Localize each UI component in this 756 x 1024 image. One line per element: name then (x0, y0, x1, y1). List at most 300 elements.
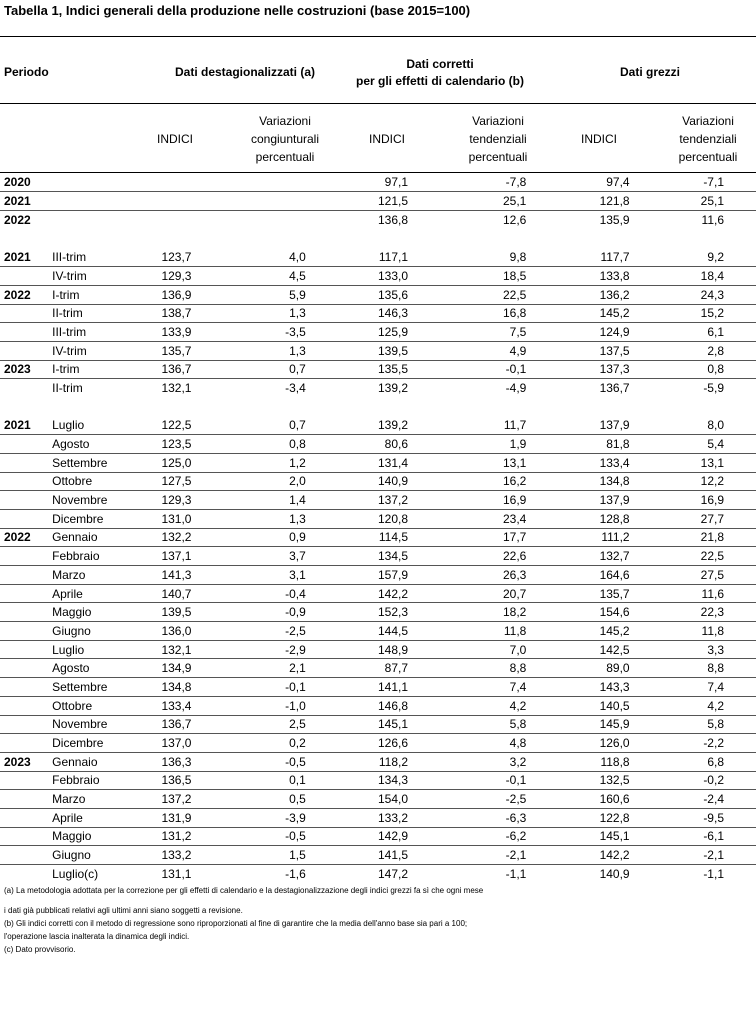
cell-destag-indice: 138,7 (132, 304, 191, 323)
cell-destag-var-cong: 1,3 (191, 304, 307, 323)
cell-corretti-indice: 139,5 (308, 341, 408, 360)
cell-destag-indice: 134,8 (132, 678, 191, 697)
cell-destag-indice: 123,7 (161, 250, 192, 265)
cell-corretti-var-tend: 4,2 (408, 696, 526, 715)
cell-corretti-indice: 135,6 (308, 285, 408, 304)
note-a: (a) La metodologia adottata per la correzione per gli effetti di calendario e la destagionalizzazione degli indici grezzi fa sì che ogni mese (4, 886, 484, 895)
cell-corretti-indice: 133,0 (308, 267, 408, 286)
cell-destag-indice: 122,5 (161, 418, 192, 433)
cell-period: Aprile (52, 808, 132, 827)
cell-grezzi-indice: 137,5 (526, 341, 629, 360)
cell-destag-var-cong: 0,5 (191, 790, 307, 809)
monthly-table (0, 416, 756, 883)
cell-corretti-indice: 137,2 (308, 491, 408, 510)
cell-destag-indice: 137,1 (132, 547, 191, 566)
cell-corretti-indice: 117,1 (378, 250, 409, 265)
cell-destag-var-cong: -2,5 (191, 622, 307, 641)
cell-year: 2023 (0, 360, 52, 379)
cell-corretti-indice: 152,3 (308, 603, 408, 622)
cell-destag-var-cong: 0,7 (289, 418, 306, 433)
cell-period: Maggio (52, 827, 132, 846)
table-row (0, 659, 756, 678)
cell-corretti-var-tend: 18,2 (408, 603, 526, 622)
cell-corretti-var-tend: 18,5 (408, 267, 526, 286)
note-b-cont: l'operazione lascia inalterata la dinamica degli indici. (4, 932, 190, 941)
cell-grezzi-indice: 133,8 (526, 267, 629, 286)
cell-destag-var-cong: 1,3 (191, 341, 307, 360)
cell-period: III-trim (52, 250, 87, 265)
cell-destag-var-cong: 1,5 (191, 846, 307, 865)
cell-destag-indice: 133,4 (132, 696, 191, 715)
cell-corretti-var-tend: 16,9 (408, 491, 526, 510)
table-row (0, 509, 756, 528)
cell-grezzi-var-tend: 13,1 (630, 453, 756, 472)
cell-corretti-indice: 120,8 (308, 509, 408, 528)
cell-destag-var-cong: 1,4 (191, 491, 307, 510)
cell-period: Febbraio (52, 547, 132, 566)
cell-grezzi-var-tend: -2,4 (630, 790, 756, 809)
cell-grezzi-indice: 81,8 (526, 435, 629, 454)
cell-period: Luglio(c) (52, 865, 132, 884)
cell-period: II-trim (52, 379, 132, 398)
cell-grezzi-var-tend: 11,6 (630, 210, 756, 229)
cell-year (0, 659, 52, 678)
cell-year (0, 491, 52, 510)
cell-destag-var-cong: 0,8 (191, 435, 307, 454)
table-row (0, 865, 756, 884)
cell-destag-var-cong: 4,0 (289, 250, 306, 265)
cell-grezzi-var-tend: -2,2 (630, 734, 756, 753)
cell-grezzi-var-tend: 18,4 (630, 267, 756, 286)
subheader-var-tend-1-l3: percentuali (468, 150, 528, 164)
cell-destag-indice: 131,9 (132, 808, 191, 827)
cell-grezzi-indice: 140,5 (526, 696, 629, 715)
cell-destag-var-cong: 2,1 (191, 659, 307, 678)
cell-grezzi-var-tend: 24,3 (630, 285, 756, 304)
cell-year: 2022 (0, 528, 52, 547)
subheader-var-tend-2 (660, 112, 756, 166)
cell-period: Aprile (52, 584, 132, 603)
cell-destag-var-cong: 5,9 (191, 285, 307, 304)
cell-corretti-var-tend: 3,2 (408, 752, 526, 771)
cell-period (52, 192, 132, 211)
cell-destag-indice: 135,7 (132, 341, 191, 360)
cell-destag-indice: 133,9 (132, 323, 191, 342)
cell-destag-indice: 123,5 (132, 435, 191, 454)
cell-grezzi-indice: 142,2 (526, 846, 629, 865)
cell-period: Marzo (52, 566, 132, 585)
cell-corretti-indice: 141,5 (308, 846, 408, 865)
cell-year (0, 678, 52, 697)
cell-year: 2022 (0, 210, 52, 229)
cell-grezzi-indice: 128,8 (526, 509, 629, 528)
cell-year (0, 734, 52, 753)
cell-period: Giugno (52, 622, 132, 641)
cell-year (0, 472, 52, 491)
table-row (0, 752, 756, 771)
cell-destag-indice: 141,3 (132, 566, 191, 585)
cell-grezzi-indice: 135,9 (526, 210, 629, 229)
table-row (0, 640, 756, 659)
cell-grezzi-indice: 134,8 (526, 472, 629, 491)
cell-destag-indice: 132,1 (132, 640, 191, 659)
cell-corretti-var-tend: 5,8 (408, 715, 526, 734)
cell-corretti-indice: 144,5 (308, 622, 408, 641)
cell-corretti-indice: 139,2 (308, 379, 408, 398)
cell-period: Novembre (52, 715, 132, 734)
cell-corretti-indice: 134,5 (308, 547, 408, 566)
cell-corretti-indice: 147,2 (308, 865, 408, 884)
cell-destag-indice: 136,5 (132, 771, 191, 790)
subheader-indici-1: INDICI (157, 132, 193, 146)
cell-corretti-indice: 148,9 (308, 640, 408, 659)
cell-year (0, 453, 52, 472)
cell-grezzi-var-tend: 11,8 (630, 622, 756, 641)
cell-grezzi-indice: 145,1 (526, 827, 629, 846)
cell-corretti-var-tend: -2,5 (408, 790, 526, 809)
cell-year (0, 323, 52, 342)
cell-destag-indice: 132,2 (132, 528, 191, 547)
cell-grezzi-indice: 154,6 (526, 603, 629, 622)
cell-corretti-indice: 140,9 (308, 472, 408, 491)
cell-grezzi-var-tend: 12,2 (630, 472, 756, 491)
cell-destag-var-cong: -1,0 (191, 696, 307, 715)
table-row (0, 210, 756, 229)
cell-corretti-var-tend: -0,1 (408, 771, 526, 790)
cell-period: Gennaio (52, 528, 132, 547)
table-row (0, 678, 756, 697)
cell-corretti-var-tend: -1,1 (408, 865, 526, 884)
cell-corretti-var-tend: 11,8 (408, 622, 526, 641)
table-row (0, 453, 756, 472)
note-b: (b) Gli indici corretti con il metodo di regressione sono riproporzionati al fine di garantire che la media dell'anno base sia pari a 100; (4, 919, 468, 928)
cell-destag-indice (132, 192, 191, 211)
cell-corretti-indice: 141,1 (308, 678, 408, 697)
cell-corretti-var-tend: 7,0 (408, 640, 526, 659)
cell-corretti-var-tend: 4,9 (408, 341, 526, 360)
cell-grezzi-var-tend: 2,8 (630, 341, 756, 360)
header-corretti (340, 56, 540, 90)
cell-grezzi-var-tend: 4,2 (630, 696, 756, 715)
cell-destag-indice: 132,1 (132, 379, 191, 398)
subheader-indici-2: INDICI (369, 132, 405, 146)
cell-destag-indice: 137,0 (132, 734, 191, 753)
cell-corretti-var-tend: 22,5 (408, 285, 526, 304)
table-row (0, 734, 756, 753)
cell-corretti-indice: 121,5 (308, 192, 408, 211)
cell-year (0, 715, 52, 734)
annual-table (0, 173, 756, 229)
cell-corretti-indice: 134,3 (308, 771, 408, 790)
cell-period: Settembre (52, 678, 132, 697)
table-row (0, 790, 756, 809)
cell-grezzi-var-tend: 22,5 (630, 547, 756, 566)
cell-year: 2023 (0, 752, 52, 771)
table-row (0, 528, 756, 547)
cell-corretti-var-tend: -2,1 (408, 846, 526, 865)
header-rule (0, 103, 756, 104)
cell-period: Settembre (52, 453, 132, 472)
subheader-var-cong-l3: percentuali (255, 150, 315, 164)
cell-destag-var-cong: -0,5 (191, 752, 307, 771)
note-a-cont: i dati già pubblicati relativi agli ultimi anni siano soggetti a revisione. (4, 906, 243, 915)
cell-grezzi-var-tend: 5,8 (630, 715, 756, 734)
cell-year (0, 566, 52, 585)
cell-corretti-indice: 142,2 (308, 584, 408, 603)
cell-corretti-var-tend: 16,2 (408, 472, 526, 491)
cell-corretti-indice: 118,2 (308, 752, 408, 771)
cell-grezzi-var-tend: 15,2 (630, 304, 756, 323)
header-destagionalizzati: Dati destagionalizzati (a) (174, 65, 316, 79)
cell-grezzi-indice: 164,6 (526, 566, 629, 585)
cell-destag-var-cong (191, 173, 307, 192)
subheader-var-tend-1-l2: tendenziali (469, 132, 527, 146)
cell-grezzi-indice: 97,4 (606, 175, 630, 190)
cell-period: Agosto (52, 659, 132, 678)
cell-corretti-var-tend: 20,7 (408, 584, 526, 603)
cell-period: Febbraio (52, 771, 132, 790)
cell-destag-var-cong: -1,6 (191, 865, 307, 884)
cell-corretti-var-tend: 16,8 (408, 304, 526, 323)
cell-grezzi-indice: 121,8 (526, 192, 629, 211)
cell-destag-var-cong: 0,7 (191, 360, 307, 379)
subheader-indici-3: INDICI (581, 132, 617, 146)
cell-corretti-var-tend: 25,1 (408, 192, 526, 211)
cell-corretti-indice: 146,3 (308, 304, 408, 323)
cell-destag-indice: 136,7 (132, 715, 191, 734)
cell-destag-indice: 136,7 (132, 360, 191, 379)
cell-destag-indice: 139,5 (132, 603, 191, 622)
subheader-var-cong (235, 112, 335, 166)
cell-grezzi-var-tend: 27,7 (630, 509, 756, 528)
cell-destag-var-cong: 4,5 (191, 267, 307, 286)
cell-grezzi-var-tend: 8,8 (630, 659, 756, 678)
cell-grezzi-var-tend: 0,8 (630, 360, 756, 379)
cell-destag-indice: 137,2 (132, 790, 191, 809)
subheader-var-cong-l2: congiunturali (250, 132, 320, 146)
quarterly-table (0, 248, 756, 398)
cell-corretti-indice: 80,6 (308, 435, 408, 454)
top-rule (0, 36, 756, 37)
cell-period: I-trim (52, 285, 132, 304)
cell-corretti-var-tend: 1,9 (408, 435, 526, 454)
cell-corretti-var-tend: -6,2 (408, 827, 526, 846)
cell-year (0, 547, 52, 566)
cell-period: Luglio (52, 418, 85, 433)
cell-period: Marzo (52, 790, 132, 809)
cell-period: I-trim (52, 360, 132, 379)
cell-destag-var-cong: -3,5 (191, 323, 307, 342)
cell-year (0, 696, 52, 715)
table-row (0, 379, 756, 398)
cell-corretti-var-tend: 8,8 (408, 659, 526, 678)
cell-corretti-var-tend: 17,7 (408, 528, 526, 547)
table-row (0, 304, 756, 323)
cell-year (0, 603, 52, 622)
cell-grezzi-var-tend: 9,2 (707, 250, 724, 265)
cell-grezzi-var-tend: -0,2 (630, 771, 756, 790)
cell-destag-indice: 136,0 (132, 622, 191, 641)
cell-grezzi-indice: 126,0 (526, 734, 629, 753)
cell-corretti-var-tend: -7,8 (505, 175, 527, 190)
cell-grezzi-var-tend: -9,5 (630, 808, 756, 827)
cell-destag-var-cong: -0,1 (191, 678, 307, 697)
cell-destag-indice: 131,2 (132, 827, 191, 846)
cell-period: Gennaio (52, 752, 132, 771)
cell-period (52, 173, 132, 192)
cell-corretti-var-tend: -4,9 (408, 379, 526, 398)
table-row (0, 566, 756, 585)
table-row (0, 771, 756, 790)
cell-destag-indice: 134,9 (132, 659, 191, 678)
cell-corretti-indice: 125,9 (308, 323, 408, 342)
cell-year (0, 827, 52, 846)
table-row (0, 547, 756, 566)
table-row (0, 341, 756, 360)
table-row (0, 248, 756, 267)
cell-period: III-trim (52, 323, 132, 342)
cell-corretti-indice: 142,9 (308, 827, 408, 846)
cell-destag-indice: 136,3 (132, 752, 191, 771)
cell-destag-indice: 131,1 (132, 865, 191, 884)
table-row (0, 435, 756, 454)
cell-period: Ottobre (52, 696, 132, 715)
cell-grezzi-indice: 136,2 (526, 285, 629, 304)
table-row (0, 360, 756, 379)
cell-destag-var-cong: -0,5 (191, 827, 307, 846)
cell-year (0, 304, 52, 323)
cell-destag-indice: 125,0 (132, 453, 191, 472)
cell-destag-var-cong: 0,1 (191, 771, 307, 790)
cell-grezzi-var-tend: -7,1 (703, 175, 724, 190)
cell-corretti-indice: 139,2 (378, 418, 409, 433)
cell-period (52, 210, 132, 229)
table-row (0, 472, 756, 491)
cell-period: Dicembre (52, 734, 132, 753)
subheader-var-tend-2-l2: tendenziali (679, 132, 737, 146)
cell-year: 2021 (4, 418, 31, 433)
cell-corretti-var-tend: 22,6 (408, 547, 526, 566)
cell-grezzi-var-tend: 27,5 (630, 566, 756, 585)
table-row (0, 846, 756, 865)
table-row (0, 173, 756, 192)
cell-corretti-var-tend: 23,4 (408, 509, 526, 528)
cell-grezzi-var-tend: 7,4 (630, 678, 756, 697)
table-row (0, 416, 756, 435)
cell-corretti-var-tend: 4,8 (408, 734, 526, 753)
cell-period: IV-trim (52, 267, 132, 286)
cell-grezzi-var-tend: 5,4 (630, 435, 756, 454)
cell-corretti-var-tend: 7,5 (408, 323, 526, 342)
cell-grezzi-indice: 142,5 (526, 640, 629, 659)
cell-period: Luglio (52, 640, 132, 659)
table-row (0, 696, 756, 715)
cell-corretti-indice: 114,5 (308, 528, 408, 547)
notes (4, 884, 483, 956)
cell-destag-indice: 129,3 (132, 491, 191, 510)
cell-year (0, 379, 52, 398)
cell-corretti-indice: 135,5 (308, 360, 408, 379)
cell-corretti-var-tend: 13,1 (408, 453, 526, 472)
table-row (0, 603, 756, 622)
header-grezzi: Dati grezzi (619, 65, 680, 79)
cell-corretti-var-tend: 26,3 (408, 566, 526, 585)
table-row (0, 491, 756, 510)
note-c: (c) Dato provvisorio. (4, 945, 76, 954)
cell-corretti-indice: 145,1 (308, 715, 408, 734)
table-row (0, 285, 756, 304)
cell-destag-var-cong: 3,7 (191, 547, 307, 566)
cell-year: 2022 (0, 285, 52, 304)
cell-grezzi-indice: 145,2 (526, 304, 629, 323)
cell-grezzi-var-tend: 3,3 (630, 640, 756, 659)
cell-destag-var-cong: 1,3 (191, 509, 307, 528)
cell-grezzi-var-tend: 22,3 (630, 603, 756, 622)
cell-destag-var-cong: 2,5 (191, 715, 307, 734)
cell-period: Dicembre (52, 509, 132, 528)
cell-corretti-indice: 154,0 (308, 790, 408, 809)
cell-destag-var-cong (191, 210, 307, 229)
cell-grezzi-indice: 137,3 (526, 360, 629, 379)
table-title: Tabella 1, Indici generali della produzione nelle costruzioni (base 2015=100) (4, 3, 471, 18)
cell-corretti-var-tend: -0,1 (408, 360, 526, 379)
cell-destag-var-cong: 0,9 (191, 528, 307, 547)
cell-destag-var-cong: -3,9 (191, 808, 307, 827)
table-row (0, 808, 756, 827)
cell-grezzi-var-tend: 25,1 (630, 192, 756, 211)
subheader-var-tend-1 (448, 112, 548, 166)
cell-grezzi-indice: 145,2 (526, 622, 629, 641)
cell-destag-var-cong: 1,2 (191, 453, 307, 472)
cell-destag-var-cong: -0,4 (191, 584, 307, 603)
cell-grezzi-var-tend: 16,9 (630, 491, 756, 510)
cell-grezzi-indice: 140,9 (526, 865, 629, 884)
header-periodo: Periodo (4, 65, 49, 79)
cell-destag-indice (132, 173, 191, 192)
cell-year (0, 771, 52, 790)
cell-grezzi-indice: 143,3 (526, 678, 629, 697)
table-row (0, 827, 756, 846)
cell-destag-indice: 129,3 (132, 267, 191, 286)
cell-destag-var-cong: -0,9 (191, 603, 307, 622)
table-row (0, 622, 756, 641)
cell-period: IV-trim (52, 341, 132, 360)
cell-year (0, 267, 52, 286)
cell-grezzi-indice: 124,9 (526, 323, 629, 342)
cell-year (0, 435, 52, 454)
cell-corretti-var-tend: 7,4 (408, 678, 526, 697)
cell-year: 2020 (4, 175, 31, 190)
cell-destag-indice: 140,7 (132, 584, 191, 603)
table-row (0, 267, 756, 286)
cell-grezzi-indice: 145,9 (526, 715, 629, 734)
cell-grezzi-var-tend: 8,0 (707, 418, 724, 433)
cell-grezzi-indice: 89,0 (526, 659, 629, 678)
table-row (0, 584, 756, 603)
cell-grezzi-indice: 111,2 (526, 528, 629, 547)
cell-grezzi-var-tend: -5,9 (630, 379, 756, 398)
cell-destag-var-cong: 0,2 (191, 734, 307, 753)
cell-period: Ottobre (52, 472, 132, 491)
cell-destag-var-cong: -3,4 (191, 379, 307, 398)
cell-grezzi-var-tend: -1,1 (630, 865, 756, 884)
cell-grezzi-var-tend: -2,1 (630, 846, 756, 865)
cell-year (0, 846, 52, 865)
cell-corretti-indice: 87,7 (308, 659, 408, 678)
cell-grezzi-var-tend: 6,1 (630, 323, 756, 342)
cell-year (0, 622, 52, 641)
cell-grezzi-var-tend: 21,8 (630, 528, 756, 547)
